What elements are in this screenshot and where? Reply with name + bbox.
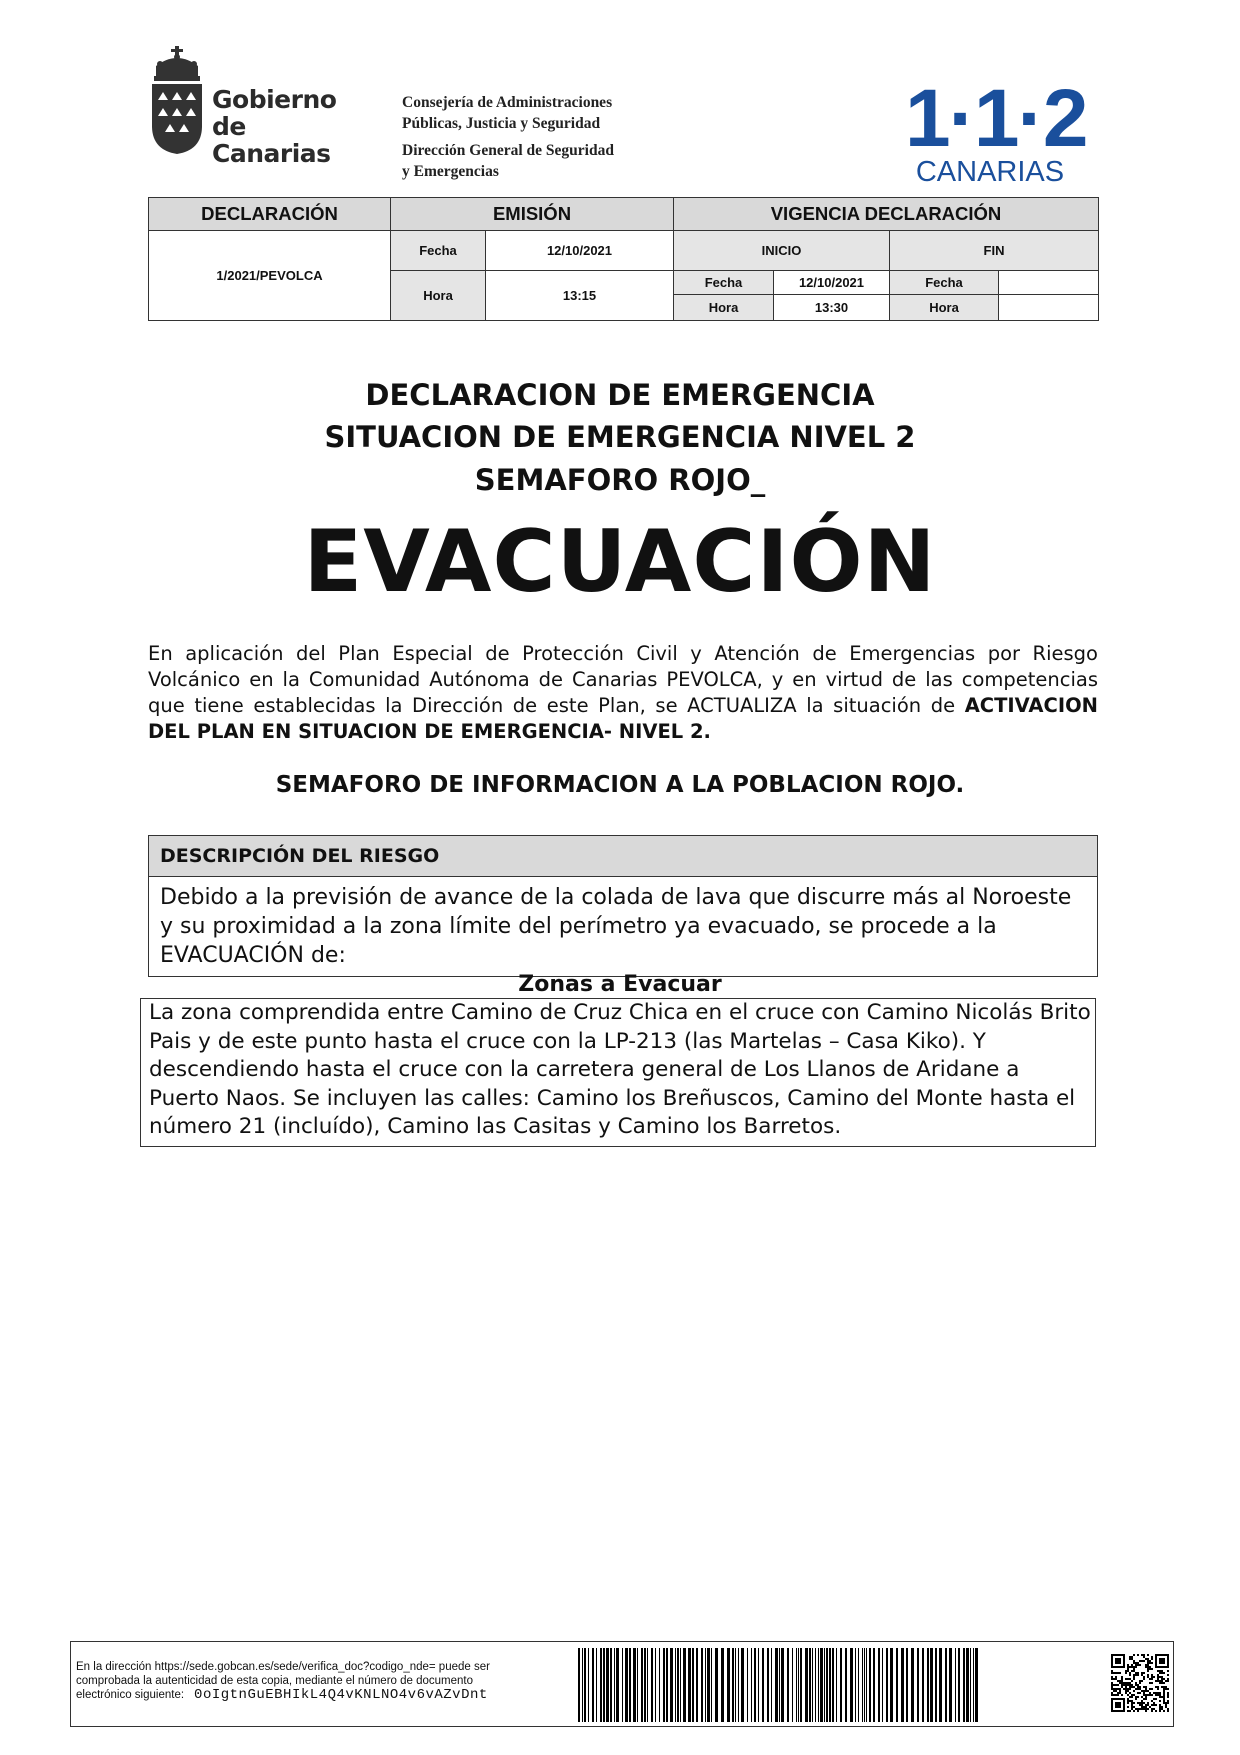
crest-icon [148, 46, 206, 154]
emision-hora-label: Hora [391, 271, 486, 321]
logo-112-number: 1·1·2 [905, 73, 1087, 164]
gobierno-canarias-logo [148, 46, 370, 168]
emision-hora-value: 13:15 [486, 271, 674, 321]
body-paragraph-plain: En aplicación del Plan Especial de Protección Civil y Atención de Emergencias por Riesgo Volcánico en la Comunidad Autónoma de Canarias PEVOLCA, y en virtud de las competencias que tiene establecidas la Dirección de este Plan, se ACTUALIZA la situación de [148, 642, 1098, 717]
emision-fecha-label: Fecha [391, 231, 486, 271]
risk-box [148, 835, 1098, 977]
verification-code: 0oIgtnGuEBHIkL4Q4vKNLNO4v6vAZvDnt [194, 1687, 488, 1703]
barcode-icon [574, 1642, 984, 1728]
verification-line2: comprobada la autenticidad de esta copia, mediante el número de documento [76, 1675, 474, 1687]
inicio-hora-value: 13:30 [774, 295, 890, 321]
zones-text: La zona comprendida entre Camino de Cruz Chica en el cruce con Camino Nicolás Brito Pais y de este punto hasta el cruce con la LP-213 (las Martelas – Casa Kiko). Y descendiendo hasta el cruce con la carretera general de Los Llanos de Aridane a Puerto Naos. Se incluyen las calles: Camino los Breñuscos, Camino del Monte hasta el número 21 (incluído), Camino las Casitas y Camino los Barretos. [149, 1000, 1091, 1139]
header-vigencia: VIGENCIA DECLARACIÓN [674, 198, 1099, 231]
vigencia-inicio-label: INICIO [674, 231, 890, 271]
zones-heading: Zonas a Evacuar [518, 972, 722, 997]
inicio-fecha-label: Fecha [674, 271, 774, 295]
title-situacion: SITUACION DE EMERGENCIA NIVEL 2 [324, 420, 916, 454]
semaforo-poblacion: SEMAFORO DE INFORMACION A LA POBLACION ROJO. [275, 772, 965, 798]
dept-line: Públicas, Justicia y Seguridad [402, 115, 601, 132]
fin-fecha-label: Fecha [890, 271, 999, 295]
body-paragraph [148, 641, 1098, 745]
logo-112-canarias [905, 73, 1087, 190]
header-emision: EMISIÓN [391, 198, 674, 231]
body-paragraph-bold: ACTIVACION DEL PLAN EN SITUACION DE EMERGENCIA- NIVEL 2. [148, 694, 1098, 743]
fin-hora-value [999, 295, 1099, 321]
verification-footer [70, 1641, 1174, 1727]
gob-logo-line2: de Canarias [212, 112, 331, 168]
gobierno-canarias-wordmark [212, 86, 370, 167]
title-declaracion: DECLARACION DE EMERGENCIA [365, 378, 875, 412]
qr-code-icon [1111, 1654, 1169, 1712]
inicio-fecha-value: 12/10/2021 [774, 271, 890, 295]
dept-line: Consejería de Administraciones [402, 94, 613, 111]
zones-box [140, 998, 1096, 1147]
header-declaracion: DECLARACIÓN [149, 198, 391, 231]
dept-line: y Emergencias [402, 163, 499, 180]
verification-line3: electrónico siguiente: [76, 1689, 185, 1701]
department-block [402, 92, 614, 182]
verification-text [76, 1660, 546, 1702]
fin-fecha-value [999, 271, 1099, 295]
declaration-table [148, 197, 1099, 321]
risk-heading: DESCRIPCIÓN DEL RIESGO [149, 836, 1097, 877]
verification-line1: En la dirección https://sede.gobcan.es/sede/verifica_doc?codigo_nde= puede ser [76, 1661, 490, 1673]
gob-logo-line1: Gobierno [212, 85, 337, 114]
inicio-hora-label: Hora [674, 295, 774, 321]
dept-line: Dirección General de Seguridad [402, 142, 614, 159]
declaracion-value: 1/2021/PEVOLCA [149, 231, 391, 321]
fin-hora-label: Hora [890, 295, 999, 321]
vigencia-fin-label: FIN [890, 231, 1099, 271]
emision-fecha-value: 12/10/2021 [486, 231, 674, 271]
risk-text: Debido a la previsión de avance de la colada de lava que discurre más al Noroeste y su proximidad a la zona límite del perímetro ya evacuado, se procede a la EVACUACIÓN de: [160, 885, 1072, 968]
title-evacuacion: EVACUACIÓN [303, 512, 937, 612]
logo-112-text: CANARIAS [915, 156, 1065, 188]
title-semaforo: SEMAFORO ROJO_ [474, 463, 766, 497]
